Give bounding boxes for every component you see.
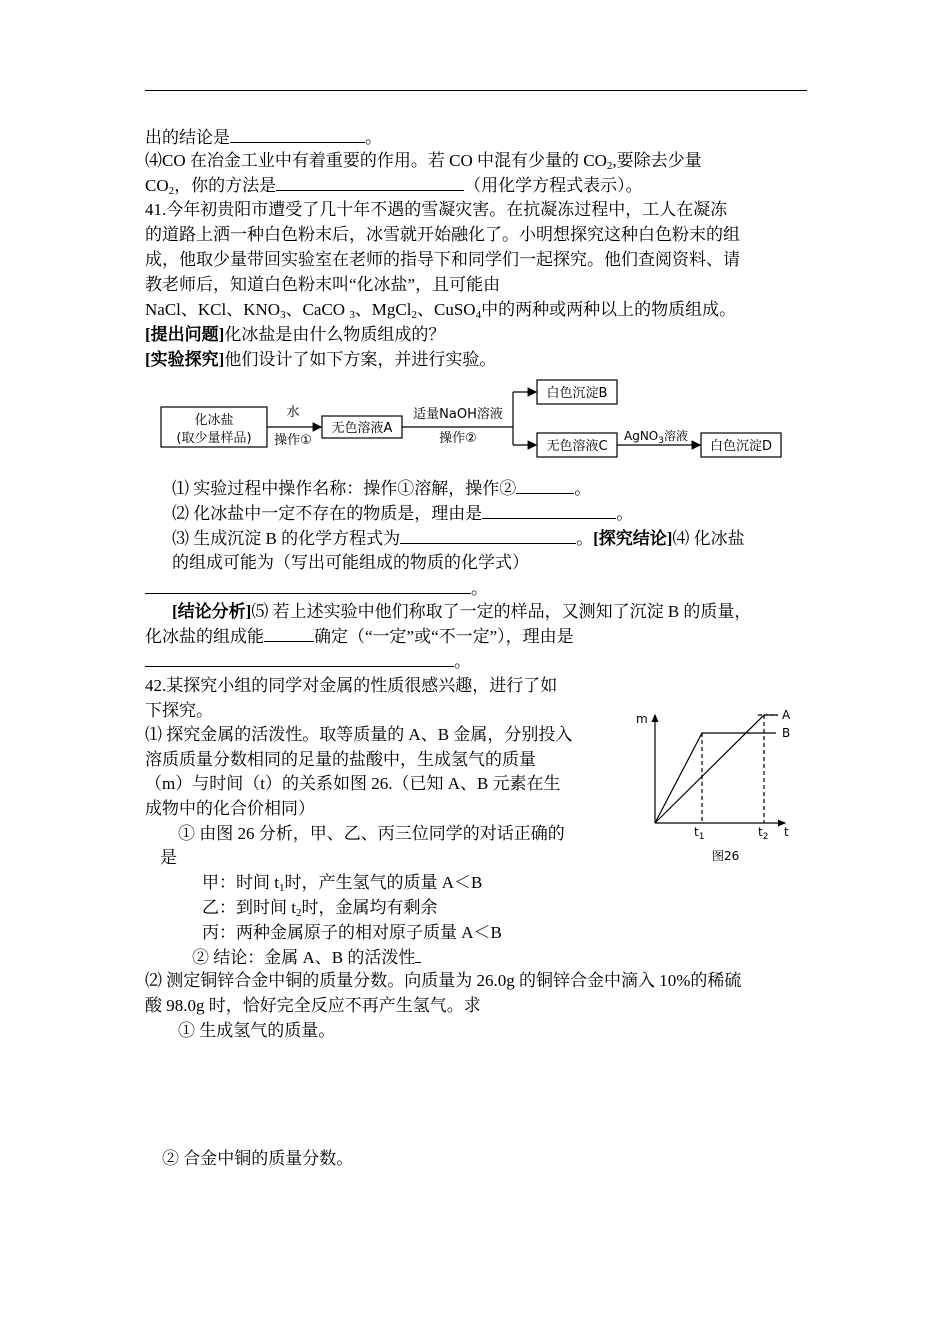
section-heading: [结论分析]	[172, 602, 252, 621]
tick-t1: $t_1$	[694, 825, 705, 842]
q42-part-2-line-1: ⑵ 测定铜锌合金中铜的质量分数。向质量为 26.0g 的铜锌合金中滴入 10%的稀硫	[145, 971, 742, 990]
curve-a-label: A	[782, 708, 791, 722]
flow-text: 白色沉淀B	[546, 386, 608, 401]
q42-line-2: 下探究。	[145, 701, 213, 720]
q42-statement-bing: 丙：两种金属原子的相对原子质量 A＜B	[202, 923, 502, 942]
q41-part-3: ⑶ 生成沉淀 B 的化学方程式为 。[探究结论]⑷ 化冰盐	[172, 529, 745, 548]
q42-statement-jia: 甲：时间 $t_1$时，产生氢气的质量 A＜B	[202, 873, 483, 894]
q42-line-4: 溶质质量分数相同的足量的盐酸中，生成氢气的质量	[145, 750, 536, 769]
section-heading: [提出问题]	[145, 325, 225, 344]
flow-text: 无色溶液C	[546, 439, 608, 454]
q42-conclusion: ② 结论：金属 A、B 的活泼性	[192, 946, 421, 969]
q41-intro-line-1: 41.今年初贵阳市遭受了几十年不遇的雪凝灾害。在抗凝冻过程中，工人在凝冻	[145, 200, 728, 219]
flow-text: 化冰盐	[194, 413, 234, 428]
flow-text: (取少量样品)	[176, 431, 252, 446]
curve-a	[655, 715, 778, 823]
q41-intro-line-4: 教老师后，知道白色粉末叫“化冰盐”，且可能由	[145, 275, 501, 294]
answer-blank[interactable]	[516, 477, 574, 494]
x-axis-label: t	[784, 825, 789, 839]
header-rule	[145, 90, 807, 91]
q41-intro-line-2: 的道路上洒一种白色粉末后，冰雪就开始融化了。小明想探究这种白色粉末的组	[145, 225, 740, 244]
q42-statement-yi: 乙：到时间 $t_2$时，金属均有剩余	[202, 898, 438, 919]
curve-b-label: B	[782, 726, 791, 740]
q42-part-2-line-2: 酸 98.0g 时，恰好完全反应不再产生氢气。求	[145, 996, 481, 1015]
answer-blank[interactable]	[482, 502, 616, 519]
answer-blank[interactable]	[145, 650, 454, 667]
curve-b	[655, 733, 776, 823]
section-heading: [实验探究]	[145, 350, 225, 369]
q41-part-4-answer: 。	[145, 577, 488, 600]
q41-question-line: [提出问题]化冰盐是由什么物质组成的？	[145, 325, 446, 344]
flow-text: 无色溶液A	[331, 421, 393, 436]
q41-experiment-line: [实验探究]他们设计了如下方案，并进行实验。	[145, 350, 497, 369]
tick-t2: $t_2$	[758, 825, 769, 842]
answer-blank[interactable]	[415, 946, 421, 963]
experiment-flow-diagram	[158, 374, 790, 466]
q42-line-8: 是	[160, 848, 177, 867]
y-axis-label: m	[636, 712, 648, 726]
figure-caption: 图26	[712, 849, 740, 863]
q42-line-1: 42.某探究小组的同学对金属的性质很感兴趣，进行了如	[145, 676, 558, 695]
q42-line-5: （m）与时间（t）的关系如图 26.（已知 A、B 元素在生	[145, 774, 561, 793]
answer-blank[interactable]	[276, 174, 464, 191]
figure-26-graph	[628, 695, 808, 875]
section-heading: [探究结论]	[593, 529, 673, 548]
q42-part-2-question-1: ① 生成氢气的质量。	[178, 1021, 336, 1040]
q42-line-7: ① 由图 26 分析，甲、乙、丙三位同学的对话正确的	[178, 824, 565, 843]
flow-text: 水	[286, 405, 300, 420]
prev-question-co-line: ⑷CO 在冶金工业中有着重要的作用。若 CO 中混有少量的 $CO_2$,要除去少量	[145, 151, 702, 172]
q41-part-5-answer: 。	[145, 650, 471, 673]
q41-substances-line: NaCl、KCl、$KNO_3$、CaCO $_3$、MgCl$_2$、CuSO$_4$中的两种或两种以上的物质组成。	[145, 300, 737, 321]
flow-text: 操作①	[274, 433, 312, 448]
prev-question-conclusion-line: 出的结论是 。	[145, 128, 382, 147]
flow-text: 操作②	[439, 431, 477, 446]
q42-part-2-question-2: ② 合金中铜的质量分数。	[162, 1149, 354, 1168]
flow-text: AgNO$_3$溶液	[624, 429, 688, 446]
q41-part-2: ⑵ 化冰盐中一定不存在的物质是，理由是 。	[172, 504, 634, 523]
flow-text: 白色沉淀D	[709, 439, 773, 454]
answer-blank[interactable]	[145, 577, 471, 594]
q41-part-4: 的组成可能为（写出可能组成的物质的化学式）	[172, 553, 529, 572]
answer-blank[interactable]	[230, 126, 365, 143]
q41-part-1: ⑴ 实验过程中操作名称：操作①溶解，操作② 。	[172, 479, 592, 498]
q41-part-5-cont: 化冰盐的组成能 确定（“一定”或“不一定”），理由是	[145, 627, 574, 646]
q42-line-3: ⑴ 探究金属的活泼性。取等质量的 A、B 金属，分别投入	[145, 725, 573, 744]
answer-blank[interactable]	[264, 625, 314, 642]
prev-question-method-line: $CO_2$，你的方法是 （用化学方程式表示）。	[145, 176, 643, 197]
q42-line-6: 成物中的化合价相同）	[145, 799, 315, 818]
q41-part-5: [结论分析]⑸ 若上述实验中他们称取了一定的样品，又测知了沉淀 B 的质量，	[172, 602, 752, 621]
q41-intro-line-3: 成，他取少量带回实验室在老师的指导下和同学们一起探究。他们查阅资料、请	[145, 250, 740, 269]
flow-text: 适量NaOH溶液	[413, 407, 503, 422]
answer-blank[interactable]	[400, 527, 576, 544]
